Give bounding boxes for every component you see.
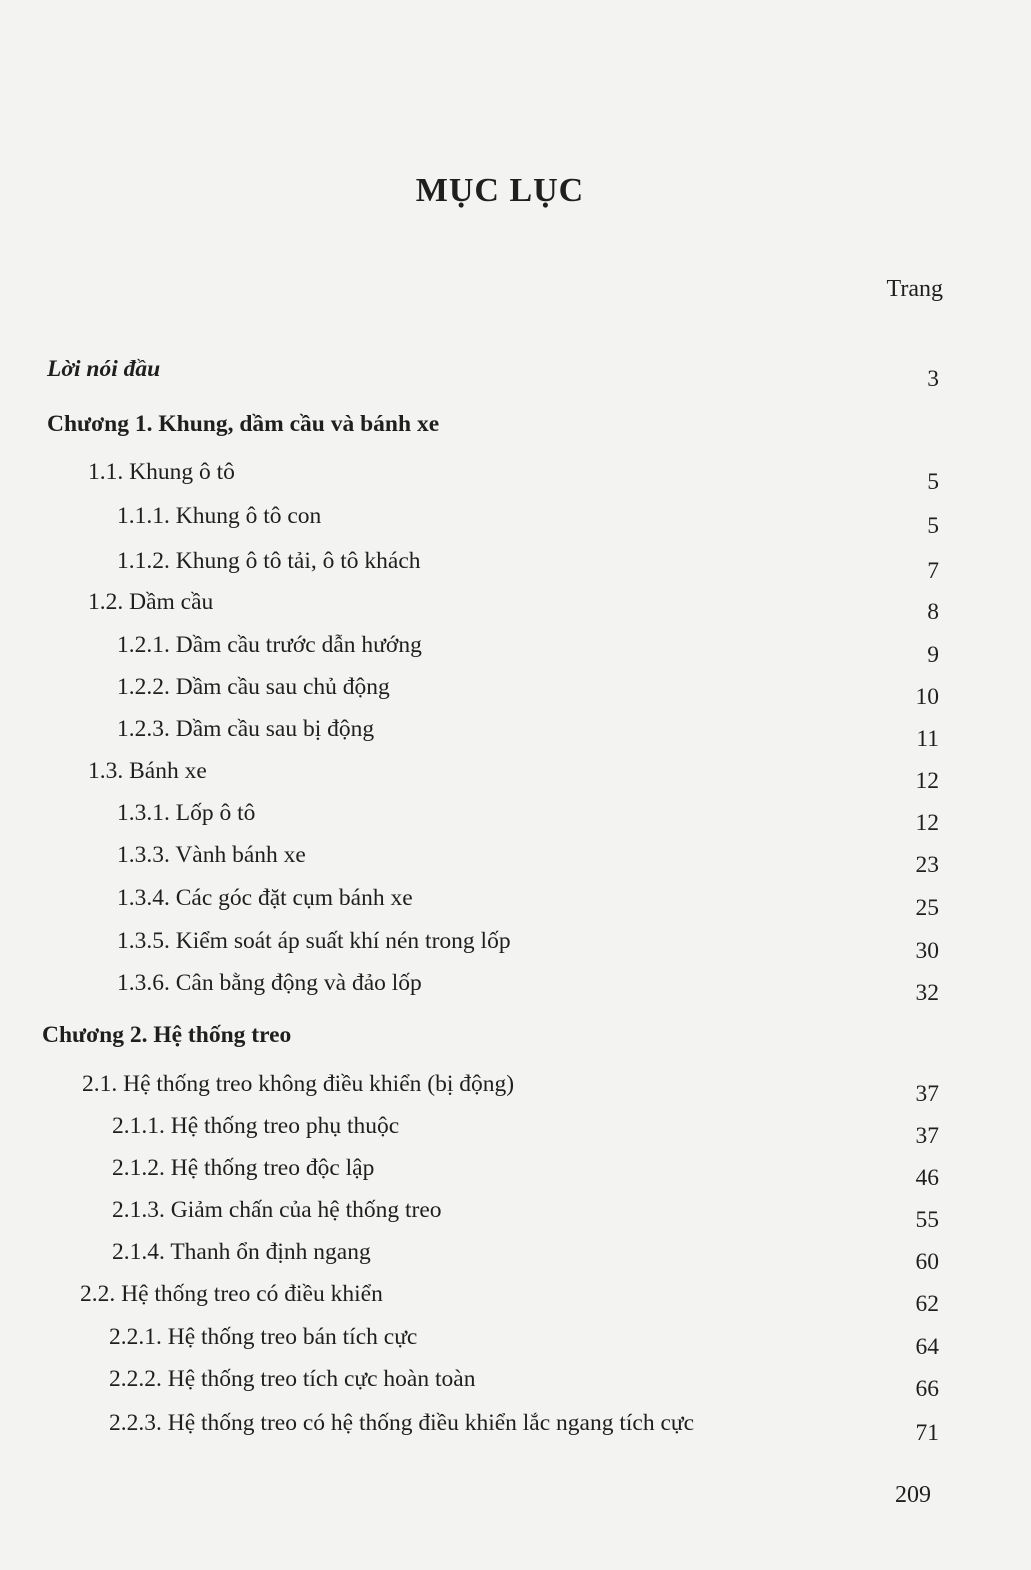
toc-entry-label: 1.1. Khung ô tô bbox=[88, 459, 235, 485]
toc-entry bbox=[0, 712, 1031, 752]
toc-entry-label: 2.1.2. Hệ thống treo độc lập bbox=[112, 1155, 375, 1181]
toc-entry-page: 8 bbox=[927, 599, 939, 625]
toc-entry bbox=[0, 628, 1031, 668]
toc-entry-page: 66 bbox=[915, 1376, 939, 1402]
toc-entry-page: 64 bbox=[915, 1334, 939, 1360]
page-title: MỤC LỤC bbox=[415, 172, 585, 209]
toc-entry-label: 1.3.3. Vành bánh xe bbox=[117, 842, 306, 868]
toc-entry bbox=[0, 670, 1031, 710]
toc-entry bbox=[0, 1235, 1031, 1275]
toc-entry bbox=[0, 499, 1031, 539]
toc-entry bbox=[0, 585, 1031, 625]
toc-entry-page: 3 bbox=[927, 366, 939, 392]
page-number: 209 bbox=[895, 1482, 931, 1508]
toc-entry-page: 5 bbox=[927, 469, 939, 495]
toc-entry bbox=[0, 796, 1031, 836]
toc-entry-label: 2.2.2. Hệ thống treo tích cực hoàn toàn bbox=[109, 1366, 476, 1392]
toc-entry-page: 23 bbox=[915, 852, 939, 878]
toc-entry bbox=[0, 838, 1031, 878]
toc-entry-label: Chương 2. Hệ thống treo bbox=[42, 1022, 292, 1048]
toc-entry-label: 2.1.3. Giảm chấn của hệ thống treo bbox=[112, 1197, 442, 1223]
toc-entry-page: 60 bbox=[915, 1249, 939, 1275]
toc-entry-label: 1.2.2. Dầm cầu sau chủ động bbox=[117, 674, 390, 700]
toc-entry-page: 25 bbox=[915, 895, 939, 921]
toc-entry-label: 2.1.1. Hệ thống treo phụ thuộc bbox=[112, 1113, 400, 1139]
toc-entry-label: 2.2. Hệ thống treo có điều khiển bbox=[80, 1281, 383, 1307]
toc-chapter-2 bbox=[0, 1018, 1031, 1052]
toc-entry-page: 37 bbox=[915, 1081, 939, 1107]
toc-entry-label: 1.3.6. Cân bằng động và đảo lốp bbox=[117, 970, 422, 996]
toc-entry bbox=[0, 1193, 1031, 1233]
toc-entry-page: 30 bbox=[915, 938, 939, 964]
toc-entry-page: 5 bbox=[927, 513, 939, 539]
toc-entry bbox=[0, 924, 1031, 964]
toc-entry-label: 1.3. Bánh xe bbox=[88, 758, 207, 784]
toc-entry-page: 71 bbox=[915, 1420, 939, 1446]
toc-entry-page: 11 bbox=[916, 726, 939, 752]
toc-entry-label: 1.1.2. Khung ô tô tải, ô tô khách bbox=[117, 548, 421, 574]
page-column-label: Trang bbox=[886, 276, 943, 302]
toc-entry-page: 62 bbox=[915, 1291, 939, 1317]
toc-entry-label: 1.3.1. Lốp ô tô bbox=[117, 800, 256, 826]
toc-entry-label: 1.2.3. Dầm cầu sau bị động bbox=[117, 716, 375, 742]
toc-entry-label: Lời nói đầu bbox=[47, 356, 161, 382]
toc-entry-label: 1.3.4. Các góc đặt cụm bánh xe bbox=[117, 885, 413, 911]
toc-entry-label: 1.2. Dầm cầu bbox=[88, 589, 214, 615]
toc-entry-label: Chương 1. Khung, dầm cầu và bánh xe bbox=[47, 411, 440, 437]
toc-entry-page: 12 bbox=[915, 768, 939, 794]
toc-entry-label: 2.1. Hệ thống treo không điều khiển (bị động) bbox=[82, 1071, 515, 1097]
toc-entry bbox=[0, 754, 1031, 794]
toc-entry bbox=[0, 1320, 1031, 1360]
toc-chapter-1 bbox=[0, 407, 1031, 441]
toc-entry bbox=[0, 966, 1031, 1006]
toc-entry-label: 2.1.4. Thanh ổn định ngang bbox=[112, 1239, 371, 1265]
toc-entry-page: 10 bbox=[915, 684, 939, 710]
toc-entry-label: 2.2.3. Hệ thống treo có hệ thống điều khiển lắc ngang tích cực bbox=[109, 1410, 695, 1436]
toc-entry-page: 55 bbox=[915, 1207, 939, 1233]
toc-entry-page: 9 bbox=[927, 642, 939, 668]
toc-entry-page: 12 bbox=[915, 810, 939, 836]
toc-entry bbox=[0, 1406, 1031, 1446]
toc-entry bbox=[0, 1277, 1031, 1317]
toc-entry-page: 37 bbox=[915, 1123, 939, 1149]
toc-entry-label: 1.3.5. Kiểm soát áp suất khí nén trong lốp bbox=[117, 928, 511, 954]
toc-entry bbox=[0, 1067, 1031, 1107]
toc-entry-page: 46 bbox=[915, 1165, 939, 1191]
toc-entry bbox=[0, 1109, 1031, 1149]
toc-entry-page: 7 bbox=[927, 558, 939, 584]
toc-entry bbox=[0, 455, 1031, 495]
toc-entry bbox=[0, 881, 1031, 921]
toc-entry-preface bbox=[0, 352, 1031, 392]
toc-entry bbox=[0, 1151, 1031, 1191]
toc-entry bbox=[0, 544, 1031, 584]
toc-entry-label: 1.1.1. Khung ô tô con bbox=[117, 503, 322, 529]
toc-entry-label: 1.2.1. Dầm cầu trước dẫn hướng bbox=[117, 632, 422, 658]
toc-entry-page: 32 bbox=[915, 980, 939, 1006]
toc-entry bbox=[0, 1362, 1031, 1402]
toc-entry-label: 2.2.1. Hệ thống treo bán tích cực bbox=[109, 1324, 418, 1350]
